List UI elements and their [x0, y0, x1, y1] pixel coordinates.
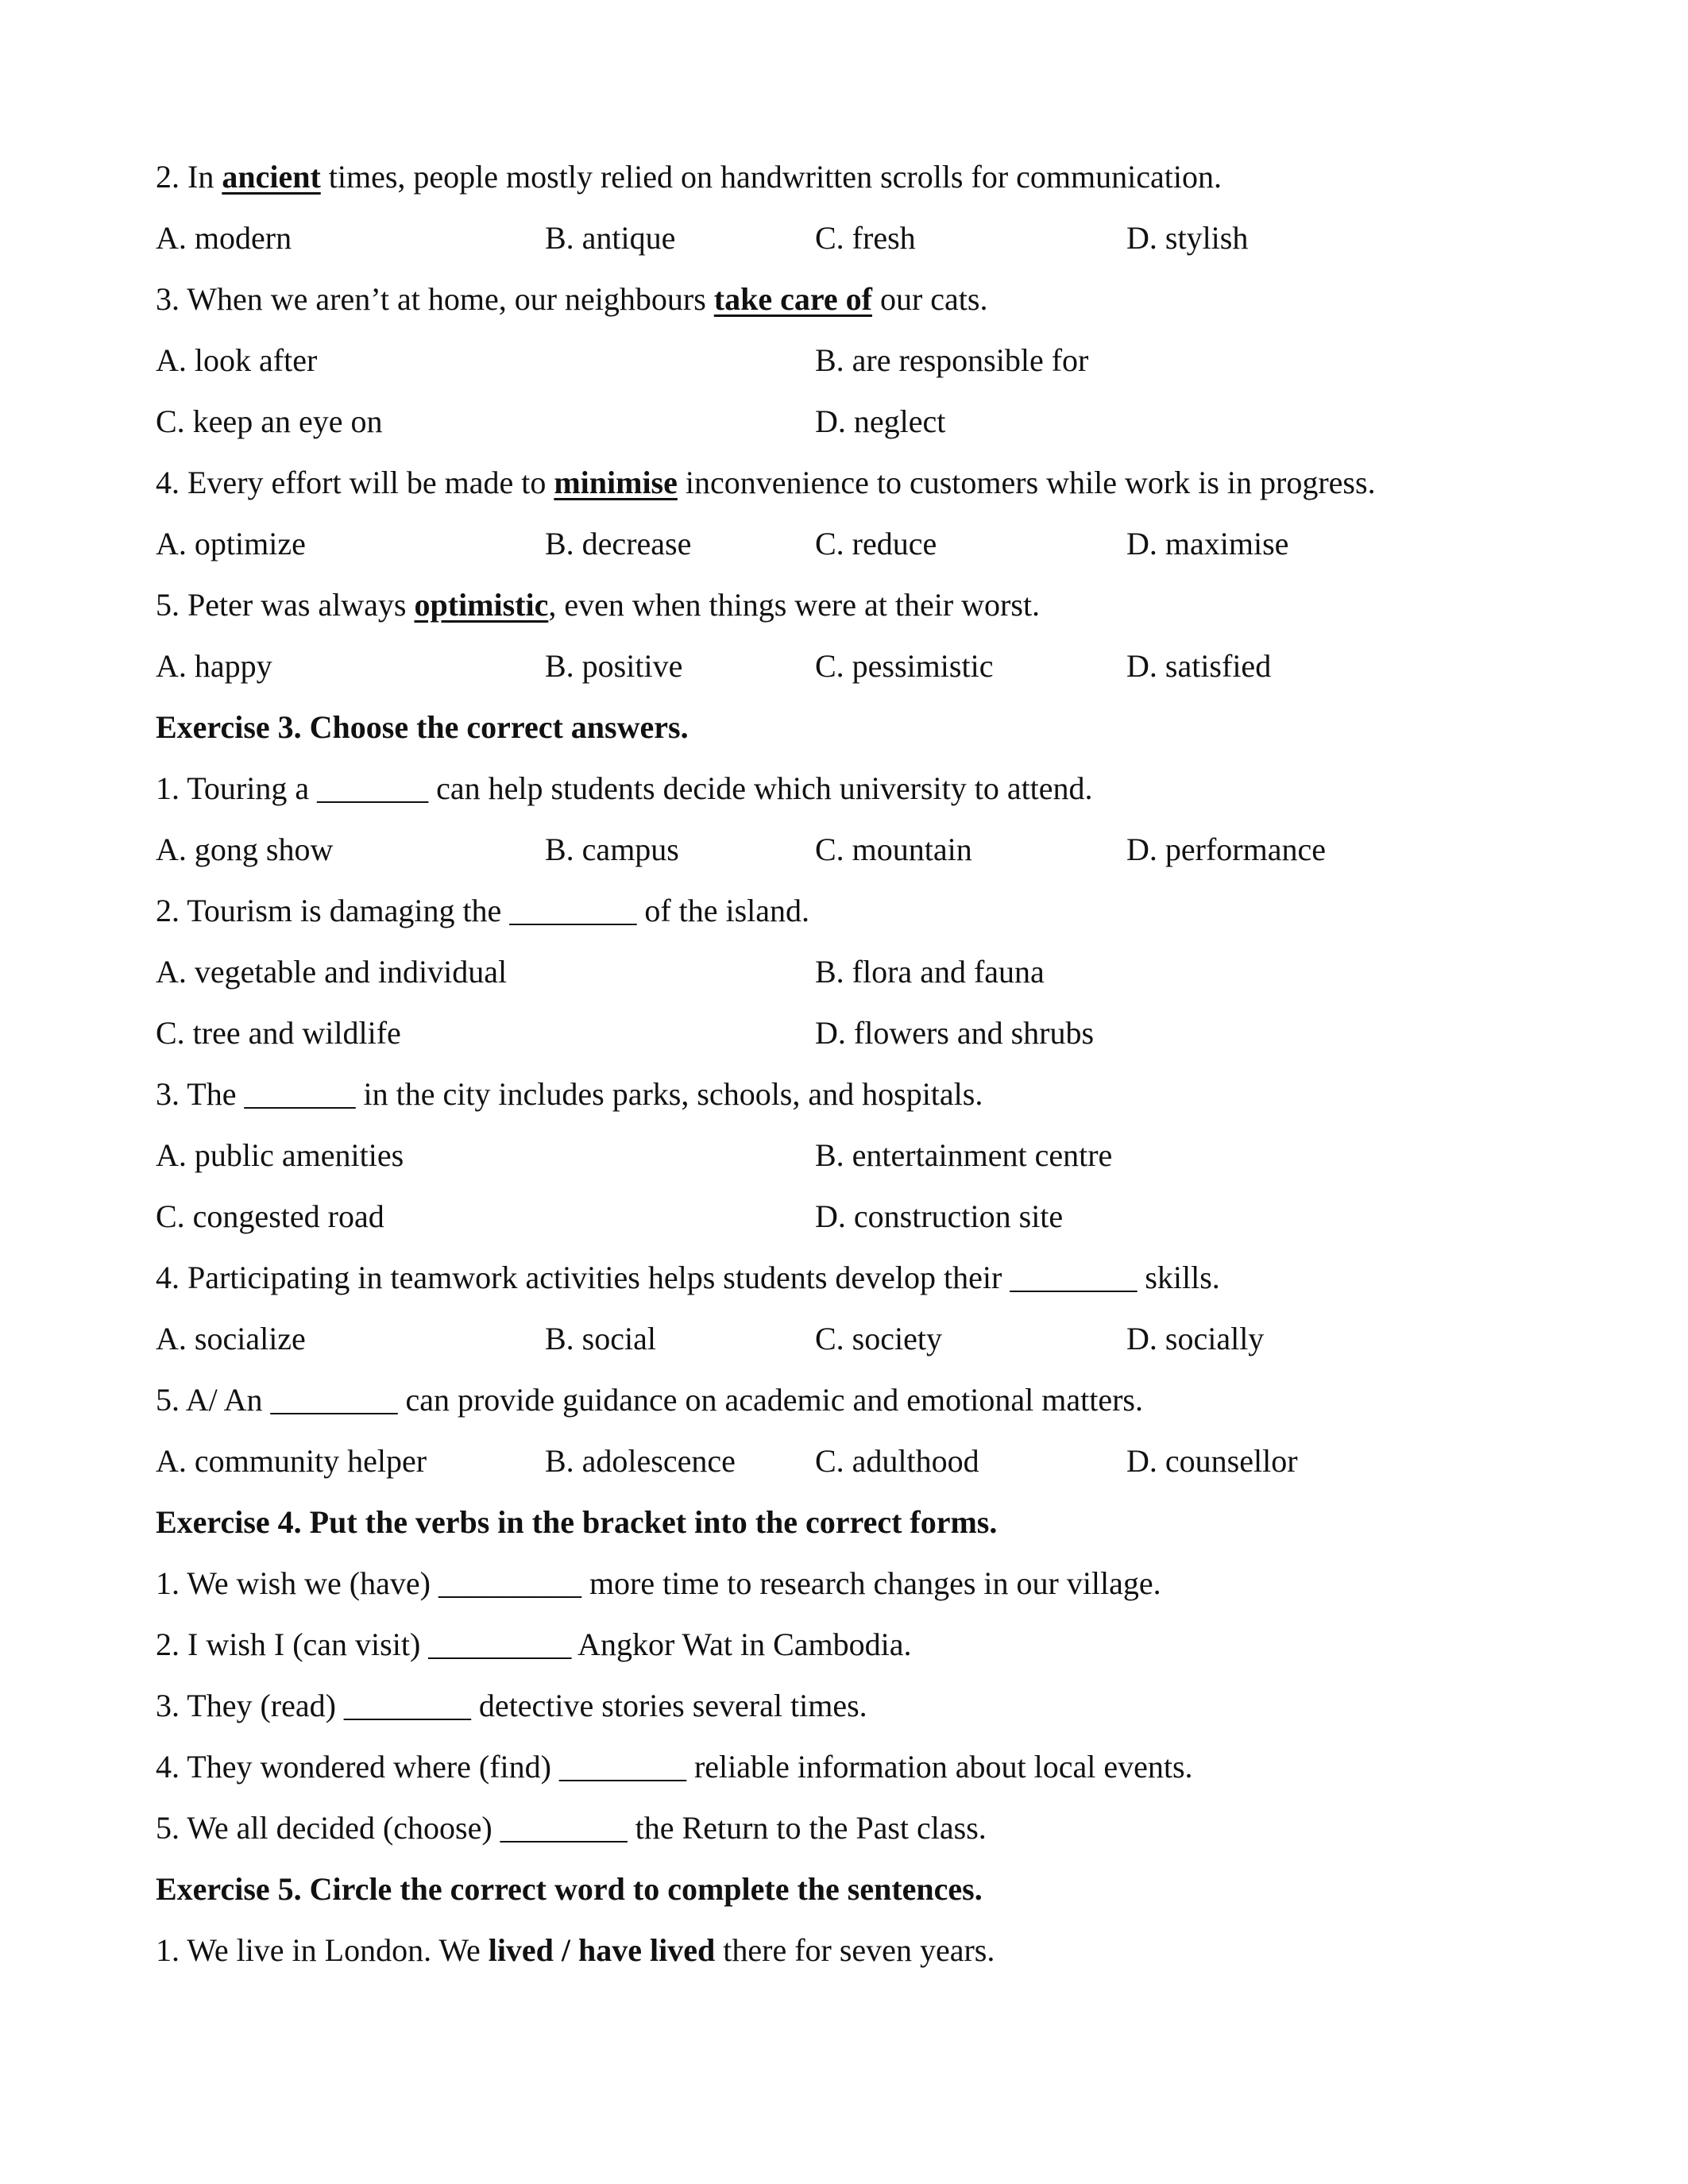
option-d: D. satisfied: [1126, 648, 1272, 684]
option-b: B. are responsible for: [815, 342, 1089, 378]
exercise-5-heading: Exercise 5. Circle the correct word to complete the sentences.: [156, 1871, 983, 1907]
option-a: A. socialize: [156, 1321, 306, 1356]
question-ex4-1: 1. We wish we (have) _________ more time to research changes in our village.: [156, 1565, 1161, 1601]
question-ex2-2: 2. In ancient times, people mostly relied on handwritten scrolls for communication.: [156, 159, 1222, 195]
option-d: D. stylish: [1126, 220, 1249, 256]
option-c: C. reduce: [815, 526, 937, 561]
question-ex3-4: 4. Participating in teamwork activities helps students develop their ________ skills.: [156, 1260, 1220, 1295]
question-ex3-1: 1. Touring a _______ can help students decide which university to attend.: [156, 770, 1093, 806]
option-b: B. adolescence: [545, 1443, 736, 1479]
keyword: ancient: [222, 159, 321, 195]
question-ex3-3: 3. The _______ in the city includes parks, schools, and hospitals.: [156, 1076, 983, 1112]
question-ex4-4: 4. They wondered where (find) ________ reliable information about local events.: [156, 1749, 1193, 1785]
option-d: D. performance: [1126, 832, 1326, 867]
keyword: minimise: [554, 465, 678, 500]
choice-words: lived / have lived: [488, 1932, 716, 1968]
option-b: B. social: [545, 1321, 656, 1356]
option-c: C. adulthood: [815, 1443, 979, 1479]
question-ex3-2: 2. Tourism is damaging the ________ of the island.: [156, 893, 810, 928]
option-d: D. counsellor: [1126, 1443, 1298, 1479]
option-d: D. construction site: [815, 1198, 1064, 1234]
question-ex4-2: 2. I wish I (can visit) _________ Angkor Wat in Cambodia.: [156, 1626, 912, 1662]
option-a: A. happy: [156, 648, 272, 684]
option-c: C. congested road: [156, 1198, 384, 1234]
option-b: B. decrease: [545, 526, 692, 561]
keyword: optimistic: [414, 587, 549, 623]
option-c: C. fresh: [815, 220, 916, 256]
question-ex4-5: 5. We all decided (choose) ________ the Return to the Past class.: [156, 1810, 987, 1846]
question-ex2-4: 4. Every effort will be made to minimise inconvenience to customers while work is in progress.: [156, 465, 1376, 500]
question-ex2-3: 3. When we aren’t at home, our neighbours take care of our cats.: [156, 281, 988, 317]
option-b: B. flora and fauna: [815, 954, 1045, 990]
option-b: B. entertainment centre: [815, 1137, 1113, 1173]
option-c: C. pessimistic: [815, 648, 994, 684]
keyword: take care of: [713, 281, 872, 317]
option-c: C. keep an eye on: [156, 403, 383, 439]
option-c: C. society: [815, 1321, 942, 1356]
question-ex4-3: 3. They (read) ________ detective stories several times.: [156, 1688, 867, 1723]
question-ex3-5: 5. A/ An ________ can provide guidance on academic and emotional matters.: [156, 1382, 1143, 1418]
option-a: A. public amenities: [156, 1137, 404, 1173]
option-a: A. gong show: [156, 832, 334, 867]
option-b: B. campus: [545, 832, 679, 867]
option-a: A. modern: [156, 220, 292, 256]
option-a: A. community helper: [156, 1443, 427, 1479]
option-a: A. optimize: [156, 526, 306, 561]
option-c: C. tree and wildlife: [156, 1015, 401, 1051]
question-ex2-5: 5. Peter was always optimistic, even when things were at their worst.: [156, 587, 1041, 623]
option-c: C. mountain: [815, 832, 972, 867]
option-d: D. socially: [1126, 1321, 1265, 1356]
exercise-4-heading: Exercise 4. Put the verbs in the bracket into the correct forms.: [156, 1504, 998, 1540]
option-d: D. neglect: [815, 403, 946, 439]
option-a: A. vegetable and individual: [156, 954, 508, 990]
option-b: B. antique: [545, 220, 676, 256]
option-a: A. look after: [156, 342, 318, 378]
option-d: D. flowers and shrubs: [815, 1015, 1095, 1051]
exercise-3-heading: Exercise 3. Choose the correct answers.: [156, 709, 689, 745]
question-ex5-1: 1. We live in London. We lived / have lived there for seven years.: [156, 1932, 995, 1968]
option-d: D. maximise: [1126, 526, 1289, 561]
option-b: B. positive: [545, 648, 683, 684]
